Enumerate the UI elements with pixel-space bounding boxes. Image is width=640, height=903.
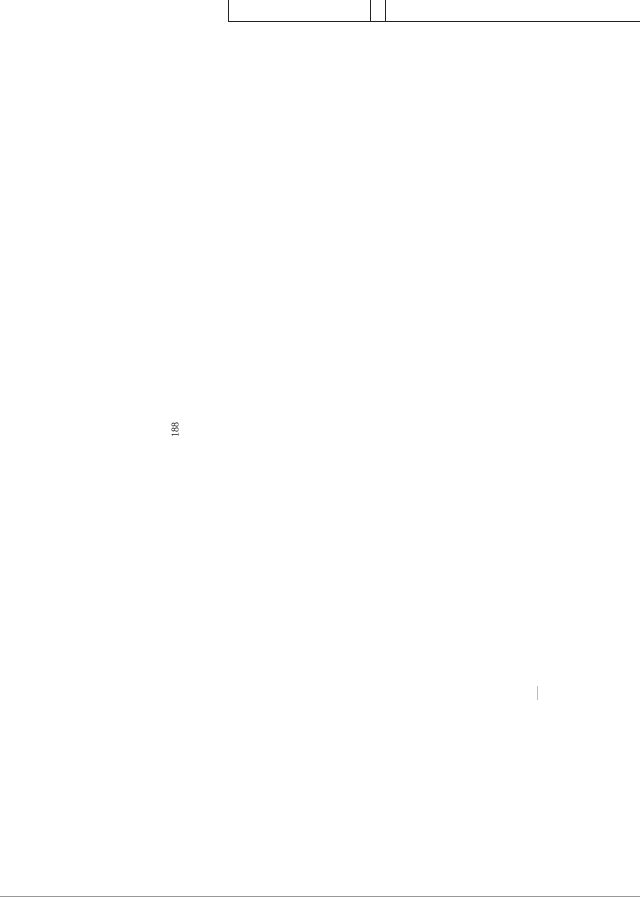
budget-table [228,0,640,22]
column-number [371,0,386,22]
page-edge-line [0,896,640,897]
page-number: 188 [170,422,182,437]
scan-mark [537,686,538,700]
status-cell [386,0,640,22]
rotated-table-frame [228,0,640,22]
header-status [229,0,371,22]
